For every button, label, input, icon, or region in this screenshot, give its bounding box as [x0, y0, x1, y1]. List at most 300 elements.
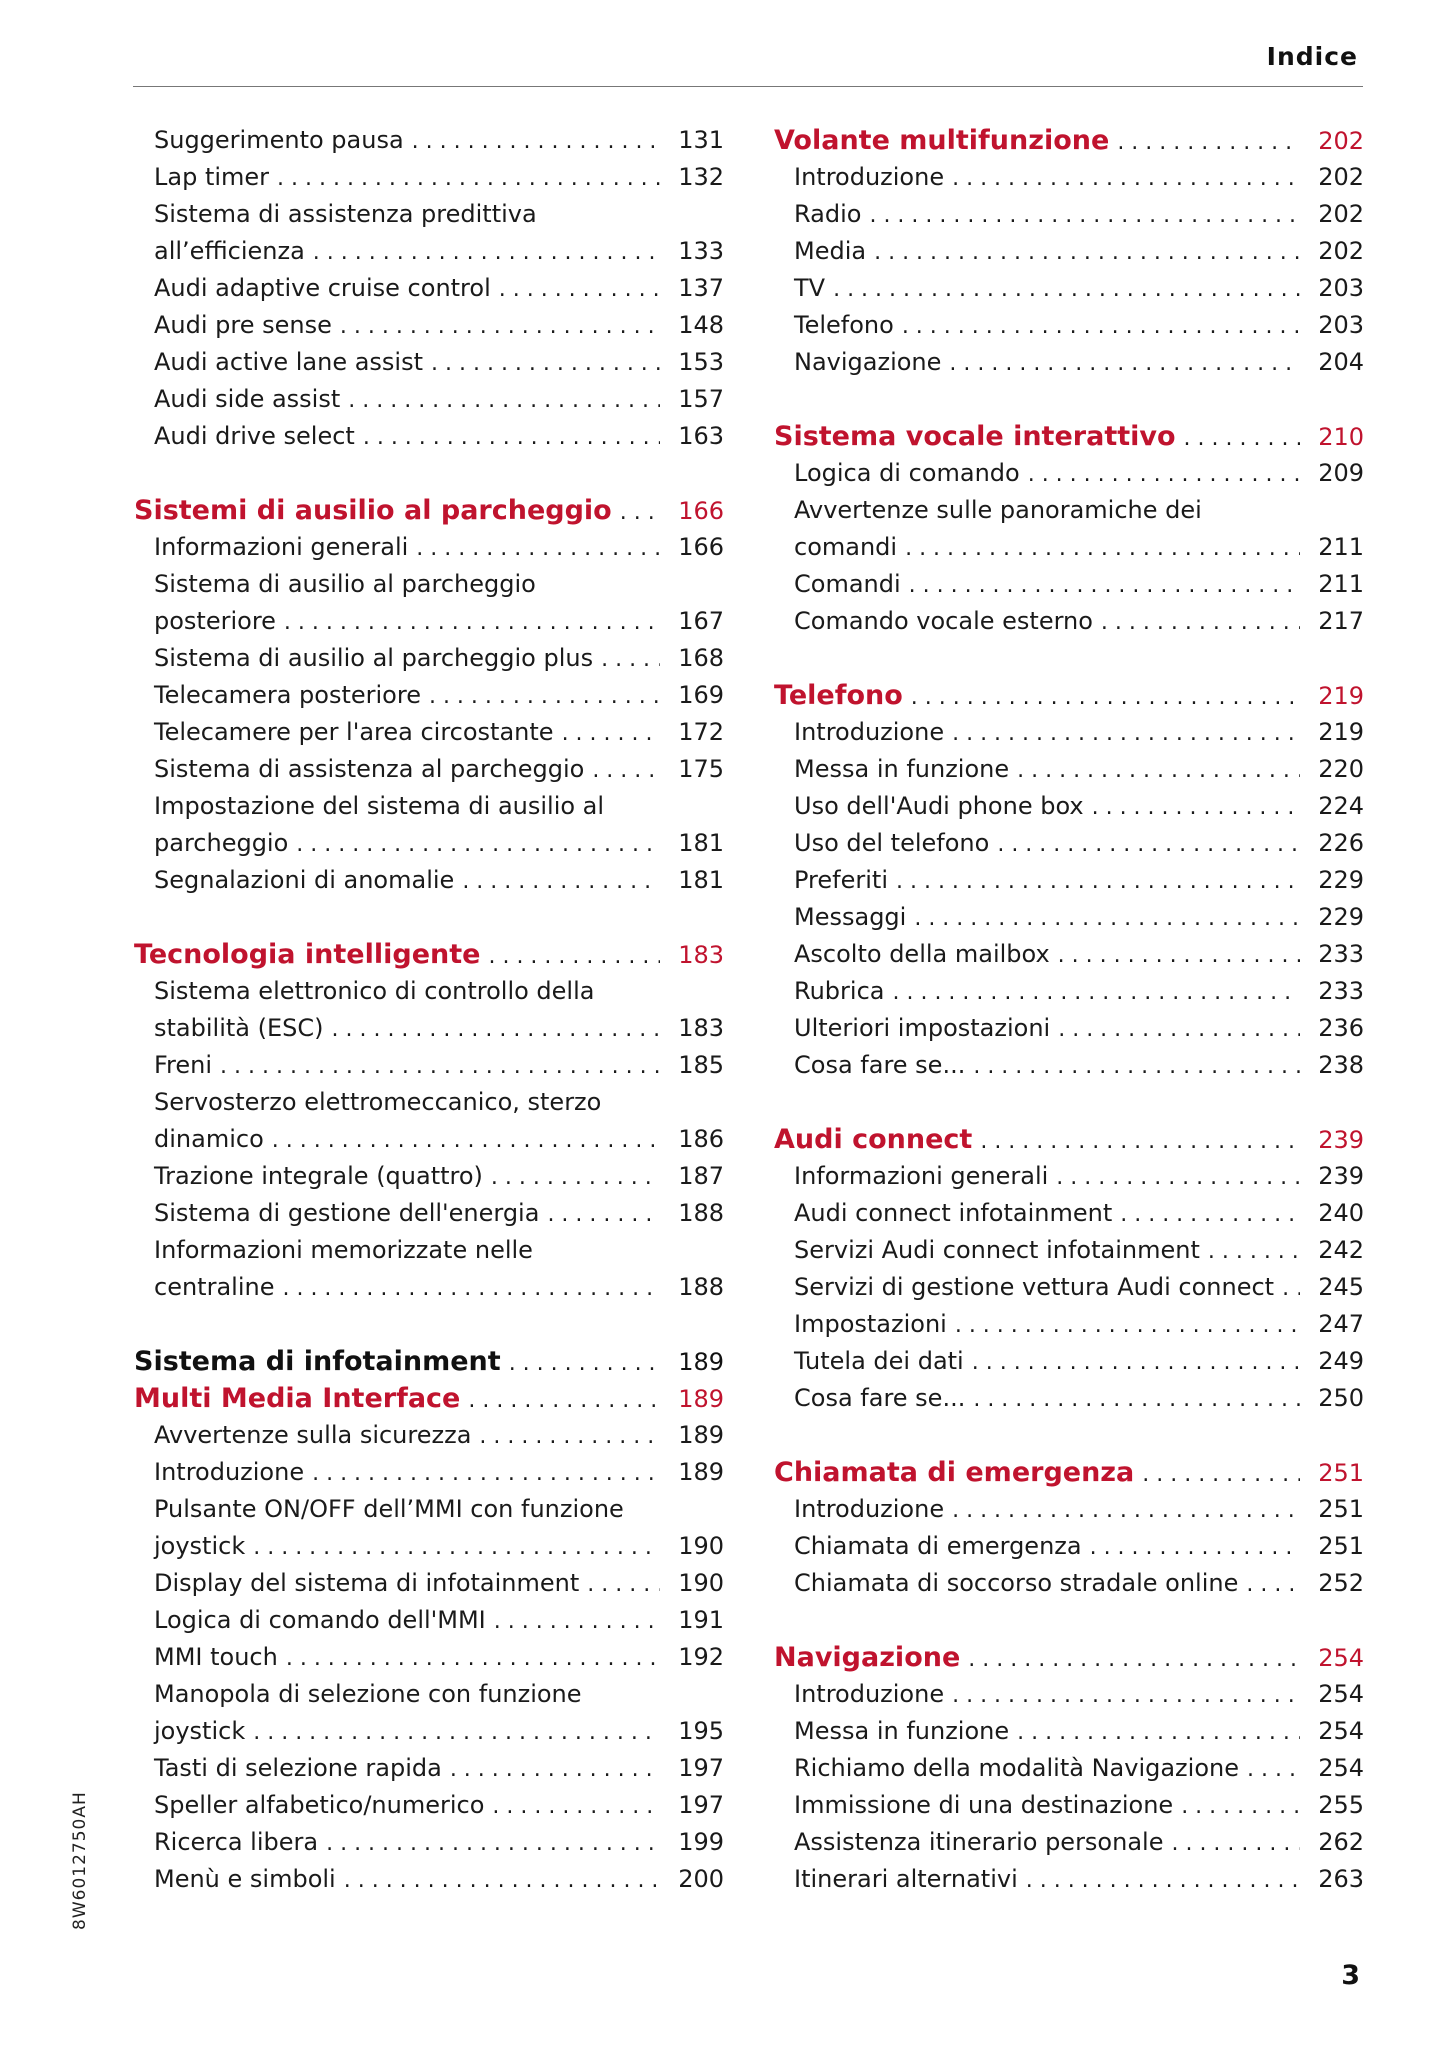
dot-leader	[326, 1825, 660, 1862]
toc-page-number: 263	[1318, 1865, 1364, 1893]
toc-page-number: 166	[678, 497, 724, 525]
toc-entry-label: comandi	[794, 533, 898, 561]
dot-leader	[220, 1048, 660, 1085]
toc-section-heading[interactable]	[134, 492, 724, 529]
dot-leader	[587, 1566, 660, 1603]
toc-page-number: 251	[1318, 1532, 1364, 1560]
toc-entry-label: joystick	[154, 1532, 246, 1560]
toc-entry-line[interactable]	[134, 1084, 724, 1121]
toc-entry-label: Ascolto della mailbox	[794, 940, 1050, 968]
toc-section-heading[interactable]	[774, 677, 1364, 714]
toc-page-number: 190	[678, 1569, 724, 1597]
dot-leader	[479, 1418, 660, 1455]
toc-section-heading[interactable]	[134, 1343, 724, 1380]
dot-leader	[905, 530, 1300, 567]
toc-entry[interactable]	[774, 1380, 1364, 1417]
toc-entry-line[interactable]	[774, 492, 1364, 529]
toc-page-number: 187	[678, 1162, 724, 1190]
toc-entry[interactable]	[774, 1824, 1364, 1861]
toc-entry[interactable]	[774, 936, 1364, 973]
toc-entry[interactable]	[134, 1195, 724, 1232]
toc-section-heading[interactable]	[134, 936, 724, 973]
toc-page-number: 229	[1318, 903, 1364, 931]
toc-page-number: 219	[1318, 718, 1364, 746]
toc-entry[interactable]	[134, 825, 724, 862]
toc-entry[interactable]	[774, 1750, 1364, 1787]
toc-page-number: 254	[1318, 1680, 1364, 1708]
dot-leader	[1142, 1456, 1300, 1493]
dot-leader	[340, 308, 660, 345]
page-number: 3	[1341, 1960, 1360, 1991]
toc-entry[interactable]	[134, 1750, 724, 1787]
toc-page-number: 148	[678, 311, 724, 339]
toc-entry-label: joystick	[154, 1717, 246, 1745]
toc-entry[interactable]	[774, 1676, 1364, 1713]
toc-page-number: 239	[1318, 1162, 1364, 1190]
toc-entry-label: Messa in funzione	[794, 1717, 1010, 1745]
toc-entry-label: all’efficienza	[154, 237, 305, 265]
toc-page-number: 242	[1318, 1236, 1364, 1264]
toc-entry[interactable]	[134, 1787, 724, 1824]
toc-entry-label: Introduzione	[794, 1495, 945, 1523]
dot-leader	[955, 1307, 1300, 1344]
toc-page-number: 211	[1318, 570, 1364, 598]
toc-entry-label: Preferiti	[794, 866, 888, 894]
toc-entry[interactable]	[134, 1824, 724, 1861]
dot-leader	[253, 1529, 660, 1566]
toc-entry[interactable]	[774, 455, 1364, 492]
dot-leader	[973, 1048, 1300, 1085]
toc-entry-label: Manopola di selezione con funzione	[154, 1680, 582, 1708]
dot-leader	[348, 382, 660, 419]
section-spacer	[774, 381, 1364, 418]
toc-entry-label: Audi side assist	[154, 385, 341, 413]
toc-entry[interactable]	[134, 862, 724, 899]
toc-section-heading[interactable]	[774, 1454, 1364, 1491]
toc-entry-label: centraline	[154, 1273, 275, 1301]
dot-leader	[620, 494, 660, 531]
toc-page-number: 181	[678, 829, 724, 857]
section-spacer	[774, 1084, 1364, 1121]
toc-entry-label: Impostazione del sistema di ausilio al	[154, 792, 605, 820]
toc-page-number: 202	[1318, 127, 1364, 155]
toc-entry-label: Richiamo della modalità Navigazione	[794, 1754, 1239, 1782]
toc-entry-label: Cosa fare se...	[794, 1051, 966, 1079]
toc-entry-label: Audi drive select	[154, 422, 355, 450]
toc-entry-line[interactable]	[134, 196, 724, 233]
dot-leader	[892, 974, 1300, 1011]
toc-page-number: 239	[1318, 1126, 1364, 1154]
toc-entry[interactable]	[134, 1269, 724, 1306]
toc-entry[interactable]	[134, 714, 724, 751]
toc-page-number: 245	[1318, 1273, 1364, 1301]
dot-leader	[1282, 1270, 1300, 1307]
toc-entry-label: Servizi Audi connect infotainment	[794, 1236, 1200, 1264]
dot-leader	[284, 604, 660, 641]
dot-leader	[562, 715, 660, 752]
toc-entry[interactable]	[134, 1861, 724, 1898]
toc-page-number: 202	[1318, 237, 1364, 265]
toc-entry-label: Suggerimento pausa	[154, 126, 404, 154]
toc-entry-label: Ulteriori impostazioni	[794, 1014, 1051, 1042]
dot-leader	[431, 345, 660, 382]
dot-leader	[429, 678, 660, 715]
dot-leader	[973, 1381, 1300, 1418]
toc-entry-label: Sistema di ausilio al parcheggio plus	[154, 644, 594, 672]
dot-leader	[499, 271, 660, 308]
dot-leader	[1026, 1862, 1300, 1899]
dot-leader	[509, 1345, 660, 1382]
toc-entry[interactable]	[134, 270, 724, 307]
toc-page-number: 233	[1318, 977, 1364, 1005]
toc-page-number: 203	[1318, 274, 1364, 302]
toc-entry-label: Informazioni generali	[154, 533, 409, 561]
dot-leader	[1058, 1011, 1300, 1048]
toc-entry-label: Cosa fare se...	[794, 1384, 966, 1412]
dot-leader	[296, 826, 660, 863]
toc-page-number: 172	[678, 718, 724, 746]
toc-entry[interactable]	[134, 1713, 724, 1750]
toc-entry[interactable]	[774, 1861, 1364, 1898]
dot-leader	[869, 197, 1300, 234]
toc-page-number: 189	[678, 1421, 724, 1449]
toc-page-number: 211	[1318, 533, 1364, 561]
dot-leader	[1101, 604, 1300, 641]
dot-leader	[416, 530, 660, 567]
toc-section-heading[interactable]	[774, 1121, 1364, 1158]
toc-entry-line[interactable]	[134, 566, 724, 603]
section-spacer	[134, 455, 724, 492]
toc-entry[interactable]	[774, 1713, 1364, 1750]
dot-leader	[592, 752, 660, 789]
toc-entry-label: Telecamera posteriore	[154, 681, 421, 709]
toc-page-number: 202	[1318, 163, 1364, 191]
toc-entry[interactable]	[774, 270, 1364, 307]
dot-leader	[1117, 124, 1300, 161]
toc-page-number: 190	[678, 1532, 724, 1560]
toc-page-number: 131	[678, 126, 724, 154]
toc-page-number: 209	[1318, 459, 1364, 487]
toc-entry[interactable]	[134, 1602, 724, 1639]
dot-leader	[914, 900, 1300, 937]
toc-page-number: 166	[678, 533, 724, 561]
dot-leader	[491, 1159, 660, 1196]
toc-entry-label: Messaggi	[794, 903, 907, 931]
dot-leader	[286, 1640, 660, 1677]
dot-leader	[253, 1714, 660, 1751]
dot-leader	[492, 1788, 660, 1825]
dot-leader	[952, 715, 1300, 752]
toc-entry[interactable]	[774, 1010, 1364, 1047]
toc-entry-label: Speller alfabetico/numerico	[154, 1791, 485, 1819]
dot-leader	[1247, 1751, 1300, 1788]
toc-page-number: 189	[678, 1348, 724, 1376]
toc-page-number: 185	[678, 1051, 724, 1079]
toc-entry-label: dinamico	[154, 1125, 264, 1153]
toc-entry[interactable]	[774, 714, 1364, 751]
toc-entry-label: Informazioni generali	[794, 1162, 1049, 1190]
toc-entry-line[interactable]	[134, 1491, 724, 1528]
toc-entry-label: Impostazioni	[794, 1310, 947, 1338]
toc-entry-label: Itinerari alternativi	[794, 1865, 1018, 1893]
toc-entry[interactable]	[134, 122, 724, 159]
toc-entry-label: Tasti di selezione rapida	[154, 1754, 442, 1782]
toc-entry-label: Chiamata di soccorso stradale online	[794, 1569, 1239, 1597]
toc-right-column	[774, 122, 1364, 1898]
toc-page-number: 153	[678, 348, 724, 376]
toc-entry-label: Informazioni memorizzate nelle	[154, 1236, 533, 1264]
toc-entry-line[interactable]	[134, 1676, 724, 1713]
toc-entry[interactable]	[134, 1158, 724, 1195]
toc-entry-label: Telefono	[774, 680, 903, 711]
toc-entry-line[interactable]	[134, 973, 724, 1010]
dot-leader	[911, 679, 1300, 716]
toc-entry[interactable]	[134, 1639, 724, 1676]
toc-entry[interactable]	[774, 233, 1364, 270]
dot-leader	[547, 1196, 660, 1233]
toc-entry-label: Media	[794, 237, 867, 265]
toc-entry-label: Radio	[794, 200, 862, 228]
toc-entry[interactable]	[774, 1787, 1364, 1824]
toc-entry-label: Messa in funzione	[794, 755, 1010, 783]
toc-entry[interactable]	[774, 344, 1364, 381]
toc-entry-label: Avvertenze sulla sicurezza	[154, 1421, 472, 1449]
toc-page-number: 254	[1318, 1717, 1364, 1745]
toc-entry-label: Sistema di assistenza al parcheggio	[154, 755, 585, 783]
toc-page-number: 226	[1318, 829, 1364, 857]
toc-page-number: 238	[1318, 1051, 1364, 1079]
toc-section-heading[interactable]	[774, 1639, 1364, 1676]
toc-page-number: 262	[1318, 1828, 1364, 1856]
toc-page-number: 210	[1318, 423, 1364, 451]
toc-entry[interactable]	[134, 1417, 724, 1454]
toc-entry-label: stabilità (ESC)	[154, 1014, 324, 1042]
toc-entry-label: Display del sistema di infotainment	[154, 1569, 580, 1597]
toc-entry-line[interactable]	[134, 788, 724, 825]
toc-entry[interactable]	[774, 1306, 1364, 1343]
toc-entry[interactable]	[774, 1195, 1364, 1232]
toc-entry-label: Assistenza itinerario personale	[794, 1828, 1164, 1856]
toc-entry[interactable]	[774, 1232, 1364, 1269]
toc-page-number: 202	[1318, 200, 1364, 228]
toc-entry[interactable]	[774, 751, 1364, 788]
toc-entry-label: Chiamata di emergenza	[774, 1457, 1135, 1488]
toc-entry-label: Trazione integrale (quattro)	[154, 1162, 483, 1190]
dot-leader	[1184, 420, 1300, 457]
toc-entry[interactable]	[134, 418, 724, 455]
toc-page-number: 250	[1318, 1384, 1364, 1412]
toc-page-number: 204	[1318, 348, 1364, 376]
toc-page-number: 189	[678, 1385, 724, 1413]
toc-section-heading[interactable]	[774, 122, 1364, 159]
section-spacer	[134, 1306, 724, 1343]
dot-leader	[313, 234, 660, 271]
toc-entry[interactable]	[134, 159, 724, 196]
toc-entry[interactable]	[774, 825, 1364, 862]
dot-leader	[997, 826, 1300, 863]
toc-entry[interactable]	[134, 1454, 724, 1491]
dot-leader	[1092, 789, 1300, 826]
dot-leader	[1208, 1233, 1300, 1270]
toc-section-heading[interactable]	[134, 1380, 724, 1417]
toc-entry-label: Sistema di infotainment	[134, 1346, 501, 1377]
toc-entry[interactable]	[774, 1269, 1364, 1306]
toc-entry-label: Telecamere per l'area circostante	[154, 718, 554, 746]
toc-entry[interactable]	[134, 307, 724, 344]
toc-entry[interactable]	[774, 566, 1364, 603]
toc-entry[interactable]	[774, 1565, 1364, 1602]
toc-entry[interactable]	[134, 1528, 724, 1565]
toc-entry[interactable]	[774, 196, 1364, 233]
toc-page-number: 229	[1318, 866, 1364, 894]
dot-leader	[1090, 1529, 1300, 1566]
toc-entry-label: Sistema vocale interattivo	[774, 421, 1176, 452]
toc-entry-label: Navigazione	[774, 1642, 961, 1673]
toc-entry[interactable]	[134, 1047, 724, 1084]
toc-entry[interactable]	[774, 1047, 1364, 1084]
dot-leader	[968, 1641, 1300, 1678]
dot-leader	[488, 938, 660, 975]
toc-page-number: 197	[678, 1791, 724, 1819]
toc-entry-label: Uso del telefono	[794, 829, 990, 857]
toc-page-number: 186	[678, 1125, 724, 1153]
toc-page-number: 252	[1318, 1569, 1364, 1597]
toc-entry-label: Introduzione	[794, 718, 945, 746]
dot-leader	[1246, 1566, 1300, 1603]
dot-leader	[874, 234, 1300, 271]
toc-entry[interactable]	[134, 751, 724, 788]
toc-page-number: 183	[678, 1014, 724, 1042]
toc-entry-label: posteriore	[154, 607, 276, 635]
toc-entry[interactable]	[774, 1491, 1364, 1528]
toc-entry-label: Introduzione	[794, 1680, 945, 1708]
toc-entry[interactable]	[774, 1528, 1364, 1565]
toc-entry[interactable]	[774, 1343, 1364, 1380]
toc-entry[interactable]	[774, 307, 1364, 344]
toc-page-number: 251	[1318, 1495, 1364, 1523]
toc-entry-line[interactable]	[134, 1232, 724, 1269]
toc-entry[interactable]	[774, 899, 1364, 936]
toc-entry[interactable]	[134, 677, 724, 714]
toc-entry-label: Comandi	[794, 570, 901, 598]
section-spacer	[774, 1417, 1364, 1454]
dot-leader	[952, 160, 1300, 197]
toc-entry[interactable]	[134, 640, 724, 677]
toc-entry-label: Audi active lane assist	[154, 348, 424, 376]
dot-leader	[272, 1122, 660, 1159]
toc-entry-label: Sistema elettronico di controllo della	[154, 977, 595, 1005]
dot-leader	[450, 1751, 660, 1788]
toc-page-number: 233	[1318, 940, 1364, 968]
toc-entry[interactable]	[134, 1010, 724, 1047]
toc-entry[interactable]	[134, 603, 724, 640]
toc-entry-label: TV	[794, 274, 826, 302]
toc-entry-label: Servizi di gestione vettura Audi connect	[794, 1273, 1275, 1301]
page-header-title: Indice	[1266, 42, 1358, 71]
toc-page-number: 217	[1318, 607, 1364, 635]
toc-page-number: 192	[678, 1643, 724, 1671]
toc-page-number: 199	[678, 1828, 724, 1856]
toc-entry[interactable]	[774, 788, 1364, 825]
toc-entry-label: Ricerca libera	[154, 1828, 319, 1856]
dot-leader	[312, 1455, 660, 1492]
toc-page-number: 219	[1318, 682, 1364, 710]
dot-leader	[277, 160, 660, 197]
toc-page-number: 157	[678, 385, 724, 413]
toc-entry[interactable]	[774, 159, 1364, 196]
toc-entry-label: Tutela dei dati	[794, 1347, 964, 1375]
toc-page-number: 254	[1318, 1754, 1364, 1782]
toc-entry[interactable]	[134, 1121, 724, 1158]
toc-entry-label: Pulsante ON/OFF dell’MMI con funzione	[154, 1495, 624, 1523]
toc-page-number: 191	[678, 1606, 724, 1634]
section-spacer	[774, 640, 1364, 677]
toc-entry[interactable]	[134, 233, 724, 270]
toc-entry[interactable]	[774, 529, 1364, 566]
toc-page-number: 203	[1318, 311, 1364, 339]
toc-entry[interactable]	[134, 1565, 724, 1602]
dot-leader	[1017, 1714, 1300, 1751]
toc-page-number: 251	[1318, 1459, 1364, 1487]
section-spacer	[774, 1602, 1364, 1639]
toc-entry[interactable]	[134, 344, 724, 381]
dot-leader	[462, 863, 660, 900]
dot-leader	[1181, 1788, 1300, 1825]
toc-entry-label: Lap timer	[154, 163, 270, 191]
toc-entry[interactable]	[774, 973, 1364, 1010]
toc-page-number: 133	[678, 237, 724, 265]
toc-page-number: 236	[1318, 1014, 1364, 1042]
toc-entry-label: Logica di comando	[794, 459, 1020, 487]
toc-page-number: 188	[678, 1199, 724, 1227]
toc-entry-label: Comando vocale esterno	[794, 607, 1093, 635]
toc-page-number: 137	[678, 274, 724, 302]
toc-entry-label: Sistema di gestione dell'energia	[154, 1199, 540, 1227]
toc-page-number: 255	[1318, 1791, 1364, 1819]
dot-leader	[1171, 1825, 1300, 1862]
toc-entry-label: Audi connect	[774, 1124, 973, 1155]
toc-entry[interactable]	[774, 603, 1364, 640]
document-code: 8W6012750AH	[70, 1791, 90, 1930]
dot-leader	[949, 345, 1300, 382]
dot-leader	[1058, 937, 1300, 974]
toc-entry-label: Sistemi di ausilio al parcheggio	[134, 495, 612, 526]
toc-entry-label: Introduzione	[154, 1458, 305, 1486]
dot-leader	[896, 863, 1300, 900]
toc-entry[interactable]	[774, 862, 1364, 899]
toc-page-number: 220	[1318, 755, 1364, 783]
toc-page-number: 168	[678, 644, 724, 672]
dot-leader	[412, 123, 660, 160]
toc-entry[interactable]	[774, 1158, 1364, 1195]
toc-entry-label: Freni	[154, 1051, 213, 1079]
toc-page-number: 175	[678, 755, 724, 783]
toc-page-number: 254	[1318, 1644, 1364, 1672]
toc-entry-label: Logica di comando dell'MMI	[154, 1606, 486, 1634]
toc-entry-label: Uso dell'Audi phone box	[794, 792, 1084, 820]
toc-entry-label: Sistema di assistenza predittiva	[154, 200, 537, 228]
toc-entry-label: Navigazione	[794, 348, 942, 376]
toc-entry-label: Chiamata di emergenza	[794, 1532, 1082, 1560]
toc-entry[interactable]	[134, 529, 724, 566]
dot-leader	[363, 419, 660, 456]
toc-section-heading[interactable]	[774, 418, 1364, 455]
toc-entry[interactable]	[134, 381, 724, 418]
toc-entry-label: Introduzione	[794, 163, 945, 191]
toc-page-number: 195	[678, 1717, 724, 1745]
toc-page-number: 224	[1318, 792, 1364, 820]
dot-leader	[344, 1862, 660, 1899]
